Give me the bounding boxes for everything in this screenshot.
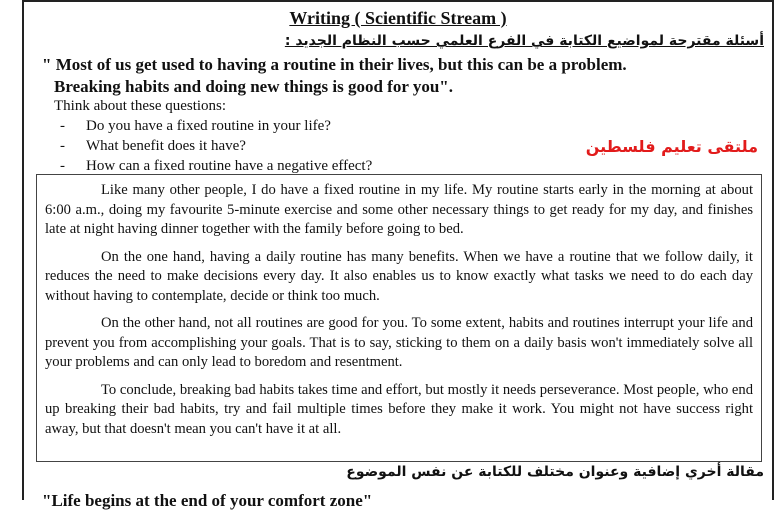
watermark-text: ملتقى تعليم فلسطين <box>585 137 758 156</box>
prompt-quote-line-2: Breaking habits and doing new things is good for you". <box>54 77 453 96</box>
prompt-quote <box>42 54 627 98</box>
document-page <box>22 0 774 510</box>
arabic-subtitle: أسئلة مقترحة لمواضيع الكتابة في الفرع العلمي حسب النظام الجديد : <box>284 33 764 49</box>
essay-paragraph: To conclude, breaking bad habits takes time and effort, but mostly it needs perseverance. Most people, who end up breaking their bad habits, try and fail multiple times before they make it work. You might not have success right away, but that doesn't mean you can't have it at all. <box>45 381 753 437</box>
prompt-quote-line-1: " Most of us get used to having a routine in their lives, but this can be a problem. <box>42 55 627 74</box>
question-list <box>60 116 372 176</box>
essay-paragraph: On the other hand, not all routines are good for you. To some extent, habits and routines interrupt your life and prevent you from accomplishing your goals. That is to say, sticking to them on a daily basis won't immediately solve all your problems and can only lead to boredom and resentment. <box>45 315 753 370</box>
essay-paragraph: On the one hand, having a daily routine has many benefits. When we have a routine that we follow daily, it reduces the need to make decisions every day. It also enables us to know exactly what tasks we need to do each day without having to contemplate, decide or think too much. <box>45 248 753 304</box>
question-item: - How can a fixed routine have a negative effect? <box>60 156 372 176</box>
essay-box <box>36 174 762 462</box>
essay-paragraph: Like many other people, I do have a fixed routine in my life. My routine starts early in the morning at about 6:00 a.m., doing my favourite 5-minute exercise and some other necessary things to get ready for my day, and finishes late at night having dinner together with the family before going to bed. <box>45 182 753 237</box>
next-prompt-quote: "Life begins at the end of your comfort zone" <box>42 491 373 510</box>
question-item: - Do you have a fixed routine in your life? <box>60 116 372 136</box>
arabic-additional-heading: مقالة أخري إضافية وعنوان مختلف للكتابة عن نفس الموضوع <box>346 464 764 480</box>
think-prompt: Think about these questions: <box>54 98 227 114</box>
question-item: - What benefit does it have? <box>60 136 372 156</box>
page-title: Writing ( Scientific Stream ) <box>289 8 507 28</box>
